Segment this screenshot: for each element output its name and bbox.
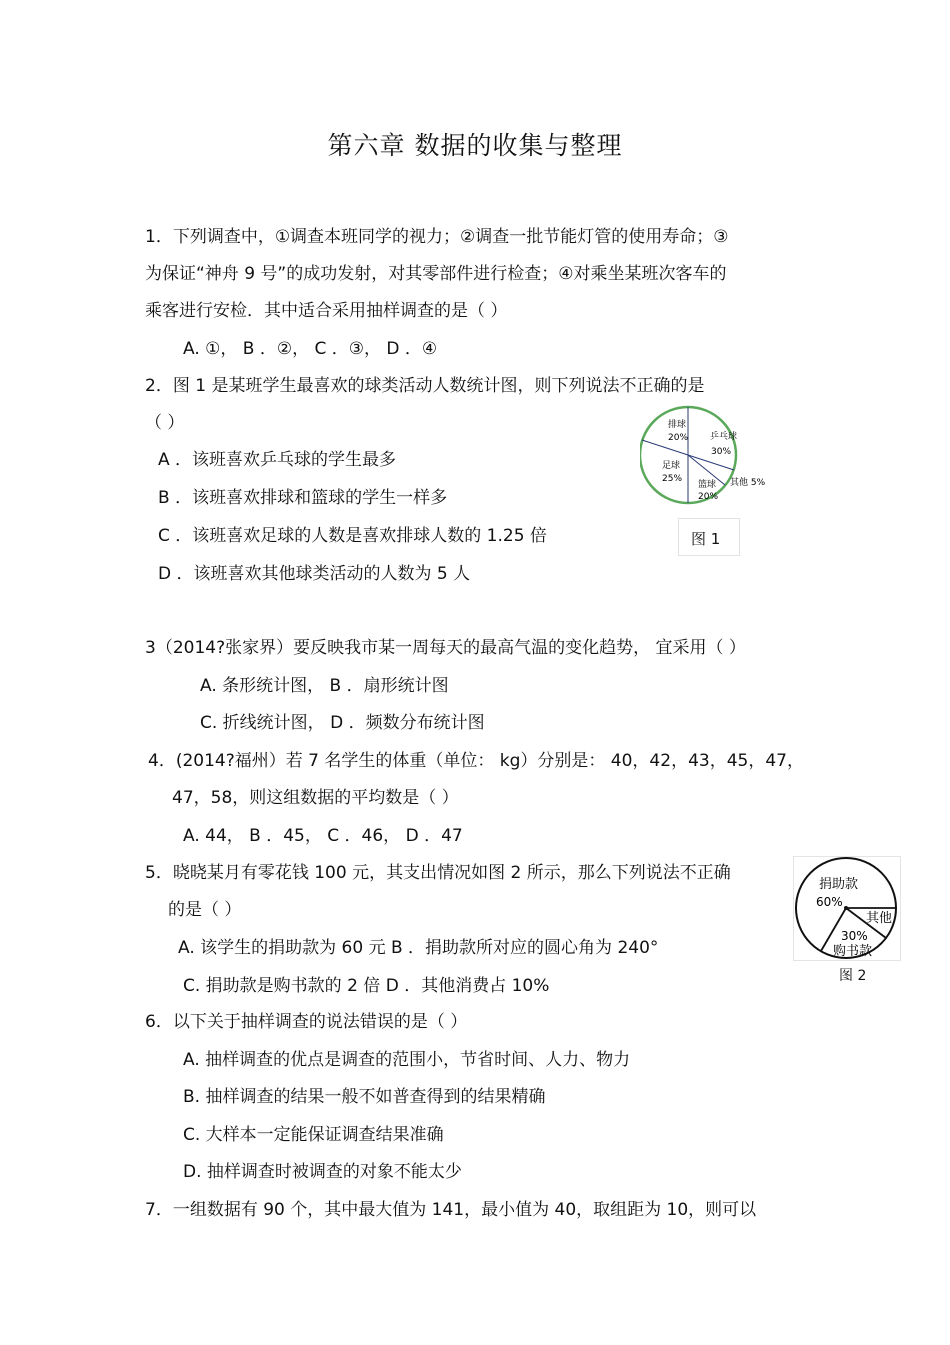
figure1-label-volleyball: 排球 — [668, 420, 687, 430]
q1-line1: 1．下列调查中，①调查本班同学的视力；②调查一批节能灯管的使用寿命；③ — [145, 227, 729, 247]
q6-line1: 6．以下关于抽样调查的说法错误的是（ ） — [145, 1012, 468, 1032]
figure1-label-basketball: 篮球 — [698, 480, 717, 490]
figure1-pct-volleyball: 20% — [668, 433, 689, 443]
q6-option-d: D. 抽样调查时被调查的对象不能太少 — [183, 1162, 462, 1182]
figure1-label-other: 其他 5% — [730, 478, 766, 488]
figure2-label-other: 其他 — [866, 911, 893, 926]
figure2-label-donation: 捐助款 — [819, 877, 859, 892]
q6-option-b: B. 抽样调查的结果一般不如普查得到的结果精确 — [183, 1087, 546, 1107]
q2-option-a: A ．该班喜欢乒乓球的学生最多 — [158, 450, 397, 470]
figure1-caption: 图 1 — [691, 530, 721, 548]
figure1-pie-chart — [640, 398, 775, 513]
q4-line2: 47，58，则这组数据的平均数是（ ） — [172, 788, 459, 808]
figure1-pct-basketball: 20% — [698, 492, 719, 502]
q2-option-b: B ．该班喜欢排球和篮球的学生一样多 — [158, 488, 448, 508]
q5-options-1: A. 该学生的捐助款为 60 元 B ．捐助款所对应的圆心角为 240° — [178, 938, 659, 958]
page-title: 第六章 数据的收集与整理 — [327, 131, 623, 160]
figure2-pie-chart — [793, 856, 901, 962]
q1-line3: 乘客进行安检．其中适合采用抽样调查的是（ ） — [145, 301, 508, 321]
q2-line1: 2．图 1 是某班学生最喜欢的球类活动人数统计图，则下列说法不正确的是 — [145, 376, 705, 396]
figure1-pct-football: 25% — [662, 474, 683, 484]
figure2-center-dot — [844, 906, 848, 910]
figure2-pct-donation: 60% — [816, 895, 843, 909]
figure1-pct-pingpong: 30% — [711, 447, 732, 457]
q3-options-2: C. 折线统计图， D ．频数分布统计图 — [200, 713, 485, 733]
q5-line2: 的是（ ） — [168, 900, 242, 920]
q6-option-a: A. 抽样调查的优点是调查的范围小，节省时间、人力、物力 — [183, 1050, 631, 1070]
figure2-pct-books: 30% — [841, 929, 868, 943]
q3-options-1: A. 条形统计图， B ．扇形统计图 — [200, 676, 449, 696]
q7-line1: 7．一组数据有 90 个，其中最大值为 141，最小值为 40，取组距为 10，则可以 — [145, 1200, 757, 1220]
q5-line1: 5．晓晓某月有零花钱 100 元，其支出情况如图 2 所示，那么下列说法不正确 — [145, 863, 731, 883]
figure1-caption-box — [678, 518, 740, 556]
figure2-caption: 图 2 — [839, 968, 867, 984]
q5-options-2: C. 捐助款是购书款的 2 倍 D ．其他消费占 10% — [183, 976, 550, 996]
q4-line1: 4．(2014?福州）若 7 名学生的体重（单位： kg）分别是： 40，42，43，45，47， — [148, 751, 804, 771]
q2-option-d: D ．该班喜欢其他球类活动的人数为 5 人 — [158, 564, 471, 584]
q6-option-c: C. 大样本一定能保证调查结果准确 — [183, 1125, 444, 1145]
q2-option-c: C ．该班喜欢足球的人数是喜欢排球人数的 1.25 倍 — [158, 526, 547, 546]
q4-options: A. 44， B ．45， C ．46， D ．47 — [183, 826, 463, 846]
q2-line2: （ ） — [145, 413, 185, 433]
q3-line1: 3（2014?张家界）要反映我市某一周每天的最高气温的变化趋势， 宜采用（ ） — [145, 638, 746, 658]
figure1-label-football: 足球 — [662, 461, 681, 471]
q1-options: A. ①， B ．②， C ．③， D ．④ — [183, 339, 438, 359]
figure1-label-pingpong: 乒乓球 — [710, 432, 738, 442]
q1-line2: 为保证“神舟 9 号”的成功发射，对其零部件进行检查；④对乘坐某班次客车的 — [145, 264, 727, 284]
figure2-label-books: 购书款 — [833, 944, 873, 959]
